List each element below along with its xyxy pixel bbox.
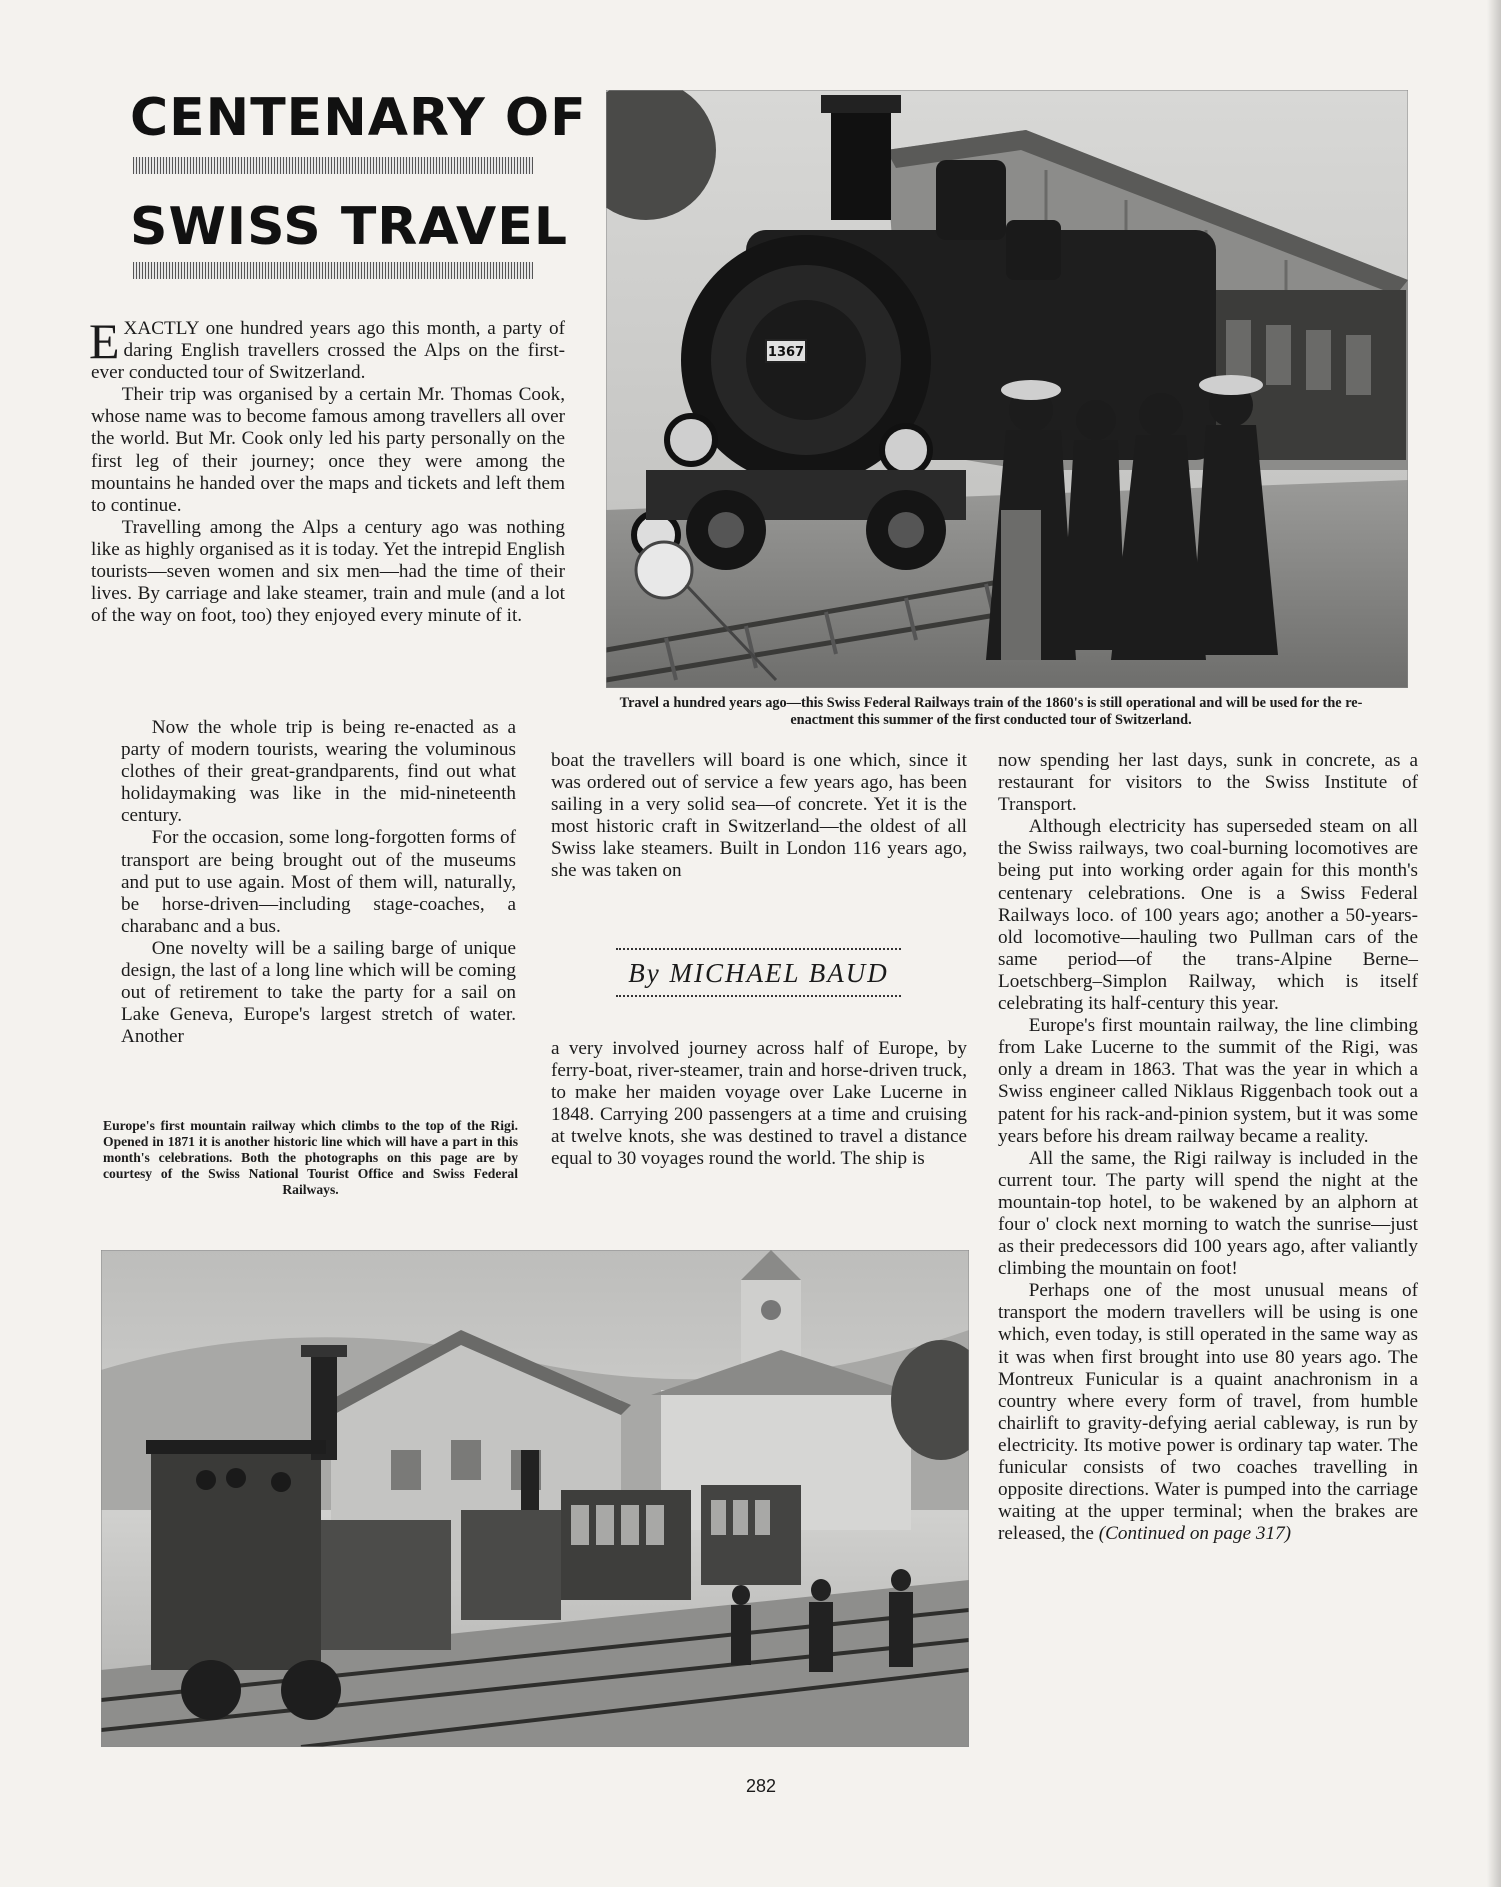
article-paragraph: Europe's first mountain railway, the line climbing from Lake Lucerne to the summit of the Rigi, was only a dream in 1863. That was the year in which a Swiss engineer called Niklaus Riggenbach took out a patent for his rack-and-pinion system, but it was some years before his dream railway became a reality. — [998, 1015, 1418, 1147]
article-column-3 — [998, 750, 1418, 1545]
byline — [616, 948, 901, 997]
article-paragraph: Now the whole trip is being re-enacted as a party of modern tourists, wearing the voluminous clothes of their great-grandparents, find out what holidaymaking was like in the mid-nineteenth century. — [121, 717, 516, 827]
loco-number-plate: 1367 — [767, 345, 805, 360]
article-paragraph: Travelling among the Alps a century ago was nothing like as highly organised as it is today. Yet the intrepid English tourists—seven women and six men—had the time of their lives. By carriage and lake steamer, train and mule (and a lot of the way on foot, too) they enjoyed every minute of it. — [91, 516, 565, 627]
page-edge-shadow — [1487, 0, 1501, 1887]
headline-line-1: CENTENARY OF — [130, 88, 587, 148]
article-column-1-top — [89, 313, 565, 627]
page-number: 282 — [745, 1776, 777, 1796]
article-paragraph: now spending her last days, sunk in concrete, as a restaurant for visitors to the Swiss Institute of Transport. — [998, 750, 1418, 816]
article-paragraph: Although electricity has superseded steam on all the Swiss railways, two coal-burning locomotives are being put into working order again for this month's centenary celebrations. One is a Swiss Federal Railways loco. of 100 years ago; another a 50-years-old locomotive—hauling two Pullman cars of the same period—of the trans-Alpine Berne–Loetschberg–Simplon Railway, which is itself celebrating its half-century this year. — [998, 816, 1418, 1015]
headline-rule-2 — [133, 262, 533, 279]
photo-steam-locomotive — [606, 90, 1408, 688]
article-paragraph: All the same, the Rigi railway is included in the current tour. The party will spend the night at the mountain-top hotel, to be wakened by an alphorn at four o' clock next morning to watch the sunrise—just as their predecessors did 100 years ago, after valiantly climbing the mountain on foot! — [998, 1147, 1418, 1280]
article-paragraph: a very involved journey across half of Europe, by ferry-boat, river-steamer, train and horse-driven truck, to make her maiden voyage over Lake Lucerne in 1848. Carrying 200 passengers at a time and cruising at twelve knots, she was destined to travel a distance equal to 30 voyages round the world. The ship is — [551, 1038, 967, 1170]
article-paragraph: For the occasion, some long-forgotten forms of transport are being brought out of the museums and put to use again. Most of them will, naturally, be horse-driven—including stage-coaches, a charabanc and a bus. — [121, 827, 516, 937]
continued-note: (Continued on page 317) — [1098, 1523, 1292, 1545]
caption-top-photo: Travel a hundred years ago—this Swiss Federal Railways train of the 1860's is still operational and will be used for the re-enactment this summer of the first conducted tour of Switzerland. — [619, 695, 1363, 728]
headline-rule-1 — [133, 157, 533, 174]
article-paragraph: boat the travellers will board is one which, since it was ordered out of service a few years ago, has been sailing in a very solid sea—of concrete. Yet it is the most historic craft in Switzerland—the oldest of all Swiss lake steamers. Built in London 116 years ago, she was taken on — [551, 750, 967, 882]
article-paragraph: EXACTLY one hundred years ago this month, a party of daring English travellers crossed the Alps on the first-ever conducted tour of Switzerland. — [89, 313, 565, 384]
article-column-2-bottom — [551, 1038, 967, 1171]
article-column-1-bottom — [121, 717, 516, 1048]
article-paragraph: One novelty will be a sailing barge of unique design, the last of a long line which will be coming out of retirement to take the party for a sail on Lake Geneva, Europe's largest stretch of water. Another — [121, 937, 516, 1048]
photo-rigi-railway — [101, 1250, 969, 1747]
article-column-2-top — [551, 750, 967, 883]
caption-bottom-photo: Europe's first mountain railway which climbs to the top of the Rigi. Opened in 1871 it is another historic line which will have a part in this month's celebrations. Both the photographs on this page are by courtesy of the Swiss National Tourist Office and Swiss Federal Railways. — [103, 1118, 518, 1197]
article-paragraph: Their trip was organised by a certain Mr. Thomas Cook, whose name was to become famous among travellers all over the world. But Mr. Cook only led his party personally on the first leg of their journey; once they were among the mountains he handed over the maps and tickets and left them to continue. — [91, 384, 565, 516]
drop-cap: E — [89, 313, 120, 369]
byline-author: By MICHAEL BAUD — [628, 958, 889, 988]
headline-line-2: SWISS TRAVEL — [130, 197, 568, 257]
byline-rule-bottom — [616, 995, 901, 997]
article-paragraph: Perhaps one of the most unusual means of transport the modern travellers will be using is one which, even today, is still operated in the same way as it was when first brought into use 80 years ago. The Montreux Funicular is a quaint anachronism in a country where every form of travel, from humble chairlift to gravity-defying aerial cableway, is run by electricity. Its motive power is ordinary tap water. The funicular consists of two coaches travelling in opposite directions. Water is pumped into the carriage waiting at the upper terminal; when the brakes are released, the (Continued on page 317) — [998, 1280, 1418, 1545]
